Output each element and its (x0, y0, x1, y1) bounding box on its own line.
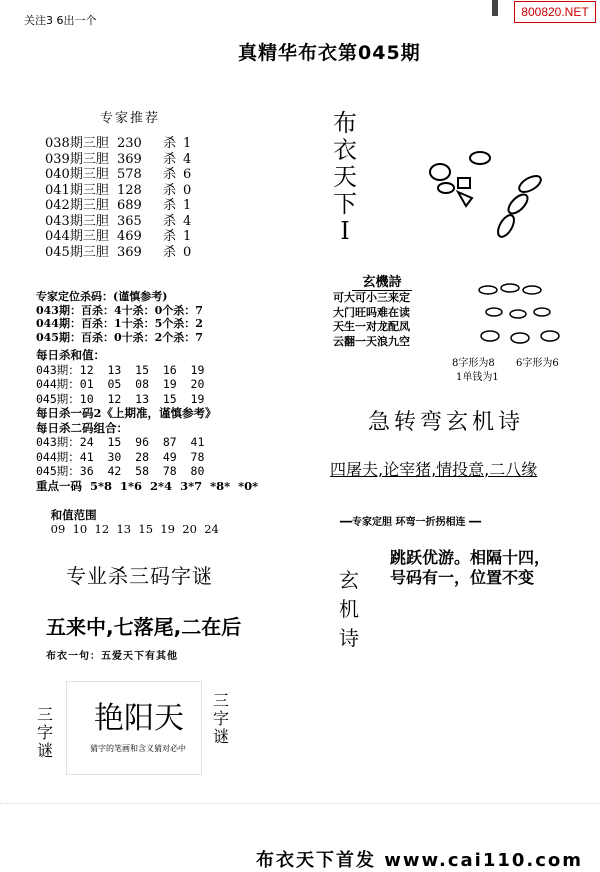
three-char-left-label (36, 706, 54, 760)
xuanji-line: 天生一对龙配凤 (333, 320, 410, 333)
expert-row-nums: 369 (117, 244, 142, 260)
daily-block (36, 348, 258, 551)
expert-row-nums: 578 (117, 167, 142, 182)
coin-icon (523, 286, 541, 294)
coin-icon (481, 331, 499, 341)
expert-fix-line: ━━专家定胆 环弯一折拐相连 ━━ (340, 517, 482, 528)
coin-icon (501, 284, 519, 292)
top-note: 关注3 6出一个 (24, 14, 97, 27)
two-code-row: 045期：36 42 58 78 80 (36, 464, 205, 478)
position-kill-heading: 专家定位杀码：(谨慎参考) (36, 290, 168, 303)
expert-row-issue: 043期三胆 (45, 213, 109, 229)
footer-text[interactable]: 布衣天下首发 www.cai110.com (256, 850, 584, 871)
stick-shape (517, 173, 544, 195)
expert-row-nums: 369 (117, 151, 142, 167)
vertical-char: 谜 (212, 727, 229, 746)
ingot-shape (458, 192, 472, 206)
vertical-char: 衣 (333, 136, 357, 164)
expert-row-kill-label: 杀 (163, 151, 177, 167)
expert-row (45, 229, 197, 245)
two-code-row: 043期：24 15 96 87 41 (36, 435, 205, 449)
expert-row-kill: 0 (183, 244, 192, 260)
coin-icon (510, 310, 526, 318)
vertical-char: 诗 (339, 626, 359, 650)
expert-row-issue: 038期三胆 (45, 136, 109, 151)
riddle-main: 五来中,七落尾,二在后 (46, 615, 242, 639)
expert-row-issue: 042期三胆 (45, 198, 109, 213)
xuanji-lines (333, 291, 410, 349)
expert-row-kill: 1 (183, 136, 192, 151)
vertical-char: 玄 (339, 568, 359, 592)
expert-row-issue: 044期三胆 (45, 229, 109, 244)
vertical-char: 三 (36, 705, 53, 724)
position-kill-row: 043期：百杀：4十杀：0个杀：7 (36, 303, 203, 317)
xuanji-title: 玄機詩 (352, 271, 412, 291)
expert-row-nums: 365 (117, 213, 142, 229)
three-char-hint: 猜字的笔画和含义猜对必中 (90, 744, 186, 753)
expert-row-kill-label: 杀 (163, 167, 177, 182)
xuanji-line: 云翻一天浪九空 (333, 334, 410, 348)
two-code-heading: 每日杀二码组合： (36, 420, 128, 435)
sum-row: 043期：12 13 15 16 19 (36, 362, 205, 377)
sum-range: 09 10 12 13 15 19 20 24 (50, 522, 219, 536)
expert-row (45, 167, 197, 183)
expert-row-nums: 469 (117, 229, 142, 244)
vertical-char: 谜 (36, 741, 53, 760)
vertical-char: 字 (36, 723, 53, 742)
three-char-right-label (212, 692, 230, 746)
poem-text (390, 548, 550, 588)
hint-6-shape: 6字形为6 (516, 358, 559, 369)
position-kill-block (36, 290, 203, 344)
expert-row-issue: 040期三胆 (45, 167, 109, 182)
expert-row-kill: 1 (183, 198, 192, 213)
sum-heading: 每日杀和值： (36, 348, 105, 362)
expert-row-kill-label: 杀 (163, 136, 177, 151)
vertical-char: Ⅰ (340, 217, 350, 245)
expert-row-issue: 041期三胆 (45, 182, 109, 198)
two-code-row: 044期：41 30 28 49 78 (36, 449, 205, 464)
expert-row-kill-label: 杀 (163, 244, 177, 260)
expert-row-nums: 230 (117, 136, 142, 151)
stick-shape-2 (505, 191, 530, 216)
expert-row (45, 214, 197, 230)
expert-row-kill: 4 (183, 151, 192, 167)
poem-line: 跳跃优游。相隔十四， (390, 548, 551, 567)
coin-shape-2 (438, 183, 454, 193)
three-char-word: 艳阳天 (94, 701, 184, 736)
coin-icon (534, 308, 550, 316)
sum-row: 045期：10 12 13 15 19 (36, 391, 205, 406)
xuanji-line: 可大可小三来定 (333, 291, 410, 304)
xuanji-line: 大门旺吗难在读 (333, 305, 410, 319)
expert-row-issue: 045期三胆 (45, 244, 109, 260)
expert-row (45, 183, 197, 199)
expert-row (45, 136, 197, 152)
site-badge[interactable]: 800820.NET (514, 1, 596, 23)
stick-figure-illustration (418, 140, 578, 260)
vertical-char: 三 (212, 691, 229, 710)
position-kill-row: 044期：百杀：1十杀：5个杀：2 (36, 317, 203, 330)
focus-line: 重点一码 5*8 1*6 2*4 3*7 *8* *0* (36, 478, 259, 493)
expert-row-kill-label: 杀 (163, 182, 177, 198)
expert-row-kill: 0 (183, 182, 192, 198)
corner-mark (492, 0, 498, 16)
poem-box-line: 四屠夫,论宰猪,情投意,二八缘 (330, 460, 538, 479)
vertical-title (330, 110, 360, 245)
coin-icon (479, 286, 497, 294)
block-shape (458, 178, 470, 188)
coin-pile-illustration (470, 278, 570, 354)
stick-shape-3 (495, 213, 517, 240)
ring-shape (470, 152, 490, 164)
sum-row: 044期：01 05 08 19 20 (36, 377, 205, 391)
poem-title: 急转弯玄机诗 (368, 410, 525, 435)
coin-shape (430, 164, 450, 180)
vertical-char: 下 (333, 190, 357, 218)
expert-heading: 专家推荐 (100, 111, 161, 126)
coin-icon (486, 308, 502, 316)
expert-row-kill-label: 杀 (163, 198, 177, 213)
riddle-sub: 布衣一句：五爱天下有其他 (46, 651, 178, 662)
hint-8-shape: 8字形为8 (452, 358, 495, 369)
expert-row-nums: 689 (117, 198, 142, 213)
expert-row (45, 152, 197, 168)
expert-row-issue: 039期三胆 (45, 151, 109, 167)
coin-icon (541, 331, 559, 341)
expert-row-kill: 1 (183, 229, 192, 244)
footer-divider (0, 803, 600, 805)
poem-line: 号码有一，位置不变 (390, 568, 535, 587)
hint-coin-one: 1单钱为1 (456, 372, 499, 383)
expert-row-kill-label: 杀 (163, 213, 177, 229)
vertical-char: 字 (212, 709, 229, 728)
expert-row-kill: 4 (183, 213, 192, 229)
expert-row-kill-label: 杀 (163, 229, 177, 244)
page-title: 真精华布衣第045期 (238, 42, 421, 64)
expert-row (45, 198, 197, 214)
expert-row (45, 245, 197, 261)
riddle-title: 专业杀三码字谜 (66, 564, 213, 588)
vertical-char: 机 (339, 597, 359, 621)
expert-row-kill: 6 (183, 167, 192, 182)
position-kill-row: 045期：百杀：0十杀：2个杀：7 (36, 330, 203, 344)
sum-range-label: 和值范围 (50, 507, 97, 522)
vertical-xuanji-label (336, 566, 362, 653)
vertical-char: 天 (333, 163, 357, 191)
expert-list (45, 136, 197, 260)
coin-icon (511, 333, 529, 343)
vertical-char: 布 (333, 109, 357, 137)
one-code-heading: 每日杀一码2《上期准，谨慎参考》 (36, 406, 217, 420)
expert-row-nums: 128 (117, 182, 142, 198)
